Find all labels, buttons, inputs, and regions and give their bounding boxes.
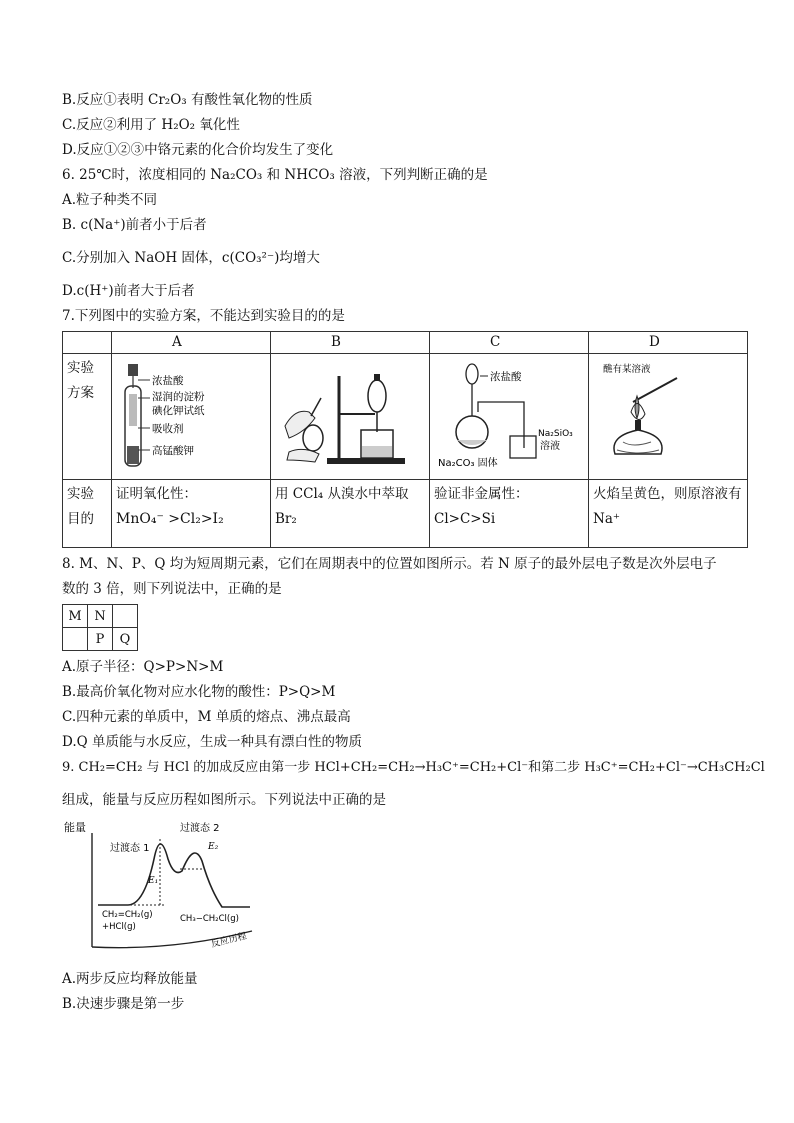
q8-stem-line1: 8. M、N、P、Q 均为短周期元素，它们在周期表中的位置如图所示。若 N 原子的最外层电子数是次外层电子 [62, 556, 717, 572]
q6-stem: 6. 25℃时，浓度相同的 Na₂CO₃ 和 NHCO₃ 溶液，下列判断正确的是 [62, 167, 488, 183]
q9-stem-line2: 组成，能量与反应历程如图所示。下列说法中正确的是 [62, 792, 386, 808]
reactant-label-1: CH₂=CH₂(g) [102, 910, 153, 920]
q7-purpose-a-formula: MnO₄⁻ >Cl₂>I₂ [116, 511, 224, 527]
q7-figure-c [430, 354, 589, 480]
label-na2sio3: Na₂SiO₃ [538, 429, 573, 439]
label-wet-starch: 湿润的淀粉 [152, 391, 205, 403]
label-conc-hcl-c: 浓盐酸 [490, 371, 522, 383]
q8-option-c: C.四种元素的单质中，M 单质的熔点、沸点最高 [62, 709, 351, 725]
q7-header-a: A [112, 332, 271, 354]
q7-purpose-b: 用 CCl₄ 从溴水中萃取 Br₂ [271, 480, 430, 548]
reactant-label-2: +HCl(g) [102, 922, 136, 932]
separatory-funnel-figure [275, 356, 425, 474]
q7-figure-a [112, 354, 271, 480]
transition-state-2-label: 过渡态 2 [180, 823, 220, 834]
q7-experiment-table [62, 331, 748, 548]
q5-option-d: D.反应①②③中铬元素的化合价均发生了变化 [62, 142, 334, 158]
label-absorbent: 吸收剂 [152, 423, 184, 435]
pt-cell [113, 605, 138, 628]
document-page [62, 88, 765, 1017]
q9-stem-line1: 9. CH₂=CH₂ 与 HCl 的加成反应由第一步 HCl+CH₂=CH₂→H₃C⁺=CH₂+Cl⁻和第二步 H₃C⁺=CH₂+Cl⁻→CH₃CH₂Cl [62, 760, 765, 775]
q6-option-c: C.分别加入 NaOH 固体，c(CO₃²⁻)均增大 [62, 250, 320, 266]
q7-stem: 7.下列图中的实验方案，不能达到实验目的的是 [62, 308, 345, 324]
pt-cell: P [88, 628, 113, 651]
flame-test-figure [593, 356, 743, 474]
test-tube-apparatus-figure [116, 356, 266, 474]
q7-figure-d [589, 354, 748, 480]
ea1-label: E₁ [148, 876, 159, 886]
q9-option-b: B.决速步骤是第一步 [62, 996, 185, 1012]
q5-option-b: B.反应①表明 Cr₂O₃ 有酸性氧化物的性质 [62, 92, 313, 108]
q6-option-b: B. c(Na⁺)前者小于后者 [62, 217, 207, 233]
label-conc-hcl: 浓盐酸 [152, 375, 184, 387]
energy-profile-diagram [62, 819, 262, 959]
gas-generation-apparatus-figure [434, 356, 584, 474]
q7-header-b: B [271, 332, 430, 354]
q5-option-c: C.反应②利用了 H₂O₂ 氧化性 [62, 117, 240, 133]
q7-header-c: C [430, 332, 589, 354]
label-na2co3-solid: Na₂CO₃ 固体 [438, 458, 498, 469]
periodic-table-fragment [62, 604, 138, 651]
q7-row2-label: 实验目的 [67, 486, 94, 527]
q7-figure-b [271, 354, 430, 480]
pt-cell: Q [113, 628, 138, 651]
q9-option-a: A.两步反应均释放能量 [62, 971, 198, 987]
q7-header-d: D [589, 332, 748, 354]
y-axis-label: 能量 [64, 821, 86, 834]
label-dipped-solution: 醮有某溶液 [603, 364, 651, 375]
label-solution: 溶液 [540, 441, 560, 452]
ea2-label: E₂ [208, 842, 219, 852]
q8-option-b: B.最高价氧化物对应水化物的酸性：P>Q>M [62, 684, 336, 700]
q6-option-d: D.c(H⁺)前者大于后者 [62, 283, 195, 299]
q6-option-a: A.粒子种类不同 [62, 192, 158, 208]
x-axis-label: 反应历程 [210, 931, 248, 950]
transition-state-1-label: 过渡态 1 [110, 843, 150, 854]
q7-row1-label: 实验方案 [67, 360, 94, 401]
q7-purpose-d: 火焰呈黄色，则原溶液有 Na⁺ [589, 480, 748, 548]
q8-option-a: A.原子半径：Q>P>N>M [62, 659, 224, 675]
label-kmno4: 高锰酸钾 [152, 445, 194, 457]
product-label: CH₃−CH₂Cl(g) [180, 914, 239, 924]
pt-cell: M [63, 605, 88, 628]
pt-cell [63, 628, 88, 651]
q8-stem-line2: 数的 3 倍，则下列说法中，正确的是 [62, 581, 282, 597]
label-ki-paper: 碘化钾试纸 [152, 405, 205, 417]
pt-cell: N [88, 605, 113, 628]
q8-option-d: D.Q 单质能与水反应，生成一种具有漂白性的物质 [62, 734, 362, 750]
q7-purpose-a: 证明氧化性： MnO₄⁻ >Cl₂>I₂ [112, 480, 271, 548]
q7-purpose-c: 验证非金属性：Cl>C>Si [430, 480, 589, 548]
